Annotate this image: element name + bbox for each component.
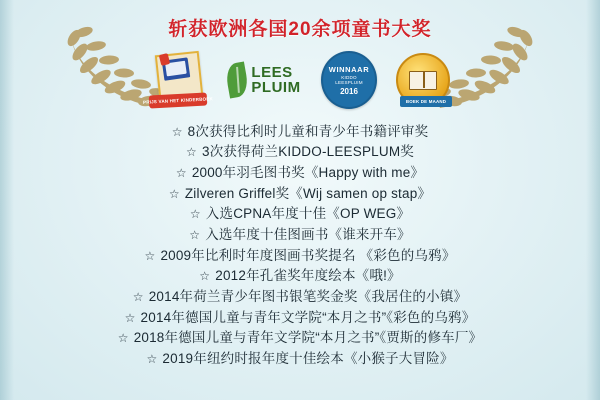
list-item <box>0 328 600 349</box>
star-icon: ☆ <box>189 207 201 222</box>
list-item <box>0 245 600 266</box>
seal-ribbon <box>400 96 452 107</box>
list-item <box>0 142 600 163</box>
award-text: 2009年比利时年度图画书奖提名 《彩色的乌鸦》 <box>160 247 456 263</box>
lees-pluim-line-2: PLUIM <box>251 79 301 96</box>
award-text: 2018年德国儿童与青年文学院“本月之书”《贾斯的修车厂》 <box>133 330 483 346</box>
award-text: Zilveren Griffel奖《Wij samen op stap》 <box>184 185 432 201</box>
award-text: 2000年羽毛图书奖《Happy with me》 <box>191 164 425 180</box>
seal-year: 2016 <box>340 86 358 96</box>
list-item <box>0 121 600 142</box>
lees-pluim-badge <box>225 55 303 105</box>
list-item <box>0 183 600 204</box>
page-title: 斩获欧洲各国20余项童书大奖 <box>168 19 432 40</box>
award-text: 2012年孔雀奖年度绘本《哦!》 <box>215 268 401 284</box>
star-icon: ☆ <box>117 331 129 346</box>
star-icon: ☆ <box>168 186 180 201</box>
list-item <box>0 162 600 183</box>
star-icon: ☆ <box>199 269 211 284</box>
award-text: 2019年纽约时报年度十佳绘本《小猴子大冒险》 <box>162 351 454 367</box>
star-icon: ☆ <box>144 248 156 263</box>
award-text: 2014年德国儿童与青年文学院“本月之书”《彩色的乌鸦》 <box>140 309 476 325</box>
seal-line-2: KIDDO <box>341 74 357 80</box>
list-item <box>0 204 600 225</box>
belgian-childrens-book-award-badge <box>142 51 214 109</box>
award-text: 入选年度十佳图画书《谁来开车》 <box>205 227 411 243</box>
award-text: 2014年荷兰青少年图书银笔奖金奖《我居住的小镇》 <box>148 289 468 305</box>
list-item <box>0 287 600 308</box>
star-icon: ☆ <box>146 352 158 367</box>
star-icon: ☆ <box>186 145 197 160</box>
badge-ribbon <box>142 92 214 108</box>
winnaar-kiddo-leespluim-seal <box>321 52 377 108</box>
award-text: 3次获得荷兰KIDDO-LEESPLUM奖 <box>201 144 414 160</box>
award-text: 8次获得比利时儿童和青少年书籍评审奖 <box>187 123 429 139</box>
star-icon: ☆ <box>132 290 144 305</box>
star-icon: ☆ <box>171 124 183 139</box>
award-text: 入选CPNA年度十佳《OP WEG》 <box>205 206 411 222</box>
list-item <box>0 307 600 328</box>
awards-list <box>0 121 600 369</box>
open-book-icon <box>409 71 437 90</box>
book-of-the-month-seal <box>395 51 451 109</box>
seal-line-3: LEESPLUIM <box>335 79 363 85</box>
feather-icon <box>225 62 251 99</box>
list-item <box>0 349 600 370</box>
list-item <box>0 266 600 287</box>
star-icon: ☆ <box>124 310 136 325</box>
seal-line-1: WINNAAR <box>328 64 370 74</box>
seal-ribbon-label: BOEK DE MAAND <box>405 99 447 104</box>
star-icon: ☆ <box>175 165 187 180</box>
list-item <box>0 224 600 245</box>
star-icon: ☆ <box>189 228 201 243</box>
badge-ribbon-label: PRIJS VAN HET KINDERBOEK <box>142 96 214 105</box>
lees-pluim-line-1: LEES <box>251 64 293 81</box>
award-badges-row <box>90 49 510 111</box>
